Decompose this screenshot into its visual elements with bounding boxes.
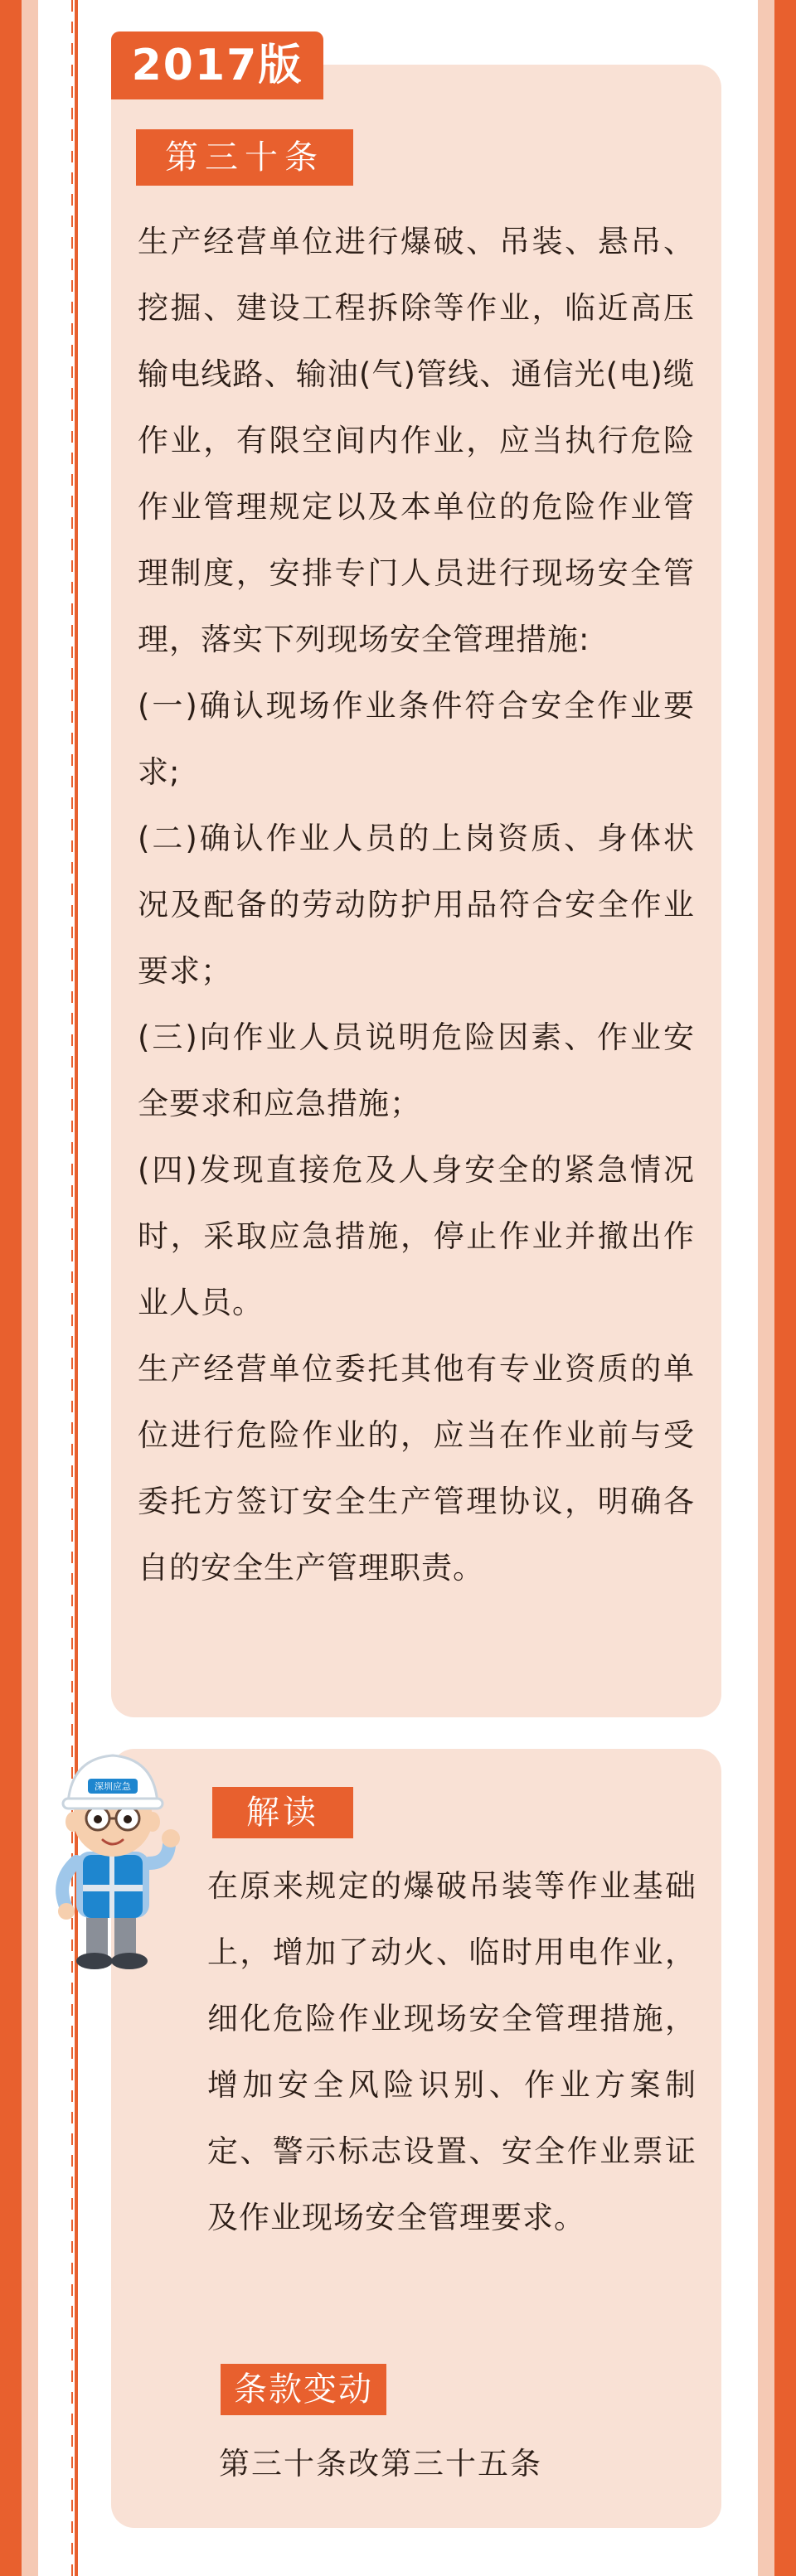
article-paragraph: (三)向作业人员说明危险因素、作业安全要求和应急措施；	[138, 1019, 695, 1121]
article-paragraph: 生产经营单位委托其他有专业资质的单位进行危险作业的，应当在作业前与受委托方签订安全生产管理协议，明确各自的安全生产管理职责。	[138, 1351, 695, 1586]
article-paragraph: 生产经营单位进行爆破、吊装、悬吊、挖掘、建设工程拆除等作业，临近高压输电线路、输油(气)管线、通信光(电)缆作业，有限空间内作业，应当执行危险作业管理规定以及本单位的危险作业管理制度，安排专门人员进行现场安全管理，落实下列现场安全管理措施:	[138, 224, 695, 657]
left-border-pale-stripe	[22, 0, 38, 2576]
right-border-pale-stripe	[758, 0, 774, 2576]
reading-label: 解读	[212, 1787, 353, 1838]
change-label: 条款变动	[221, 2364, 386, 2415]
left-vertical-line	[75, 0, 78, 2576]
article-body	[138, 209, 695, 1601]
article-title: 第三十条	[136, 129, 353, 186]
left-border-stripe	[0, 0, 22, 2576]
left-dashed-line	[71, 0, 73, 2576]
reading-text: 在原来规定的爆破吊装等作业基础上，增加了动火、临时用电作业，细化危险作业现场安全管理措施，增加安全风险识别、作业方案制定、警示标志设置、安全作业票证及作业现场安全管理要求。	[207, 1868, 696, 2235]
change-text: 第三十条改第三十五条	[219, 2446, 542, 2482]
right-border-stripe	[774, 0, 796, 2576]
version-tab: 2017版	[111, 31, 323, 99]
helmet-badge-text: 深圳应急	[95, 1781, 131, 1792]
safety-mascot-illustration	[43, 1739, 184, 1973]
article-paragraph: (二)确认作业人员的上岗资质、身体状况及配备的劳动防护用品符合安全作业要求；	[138, 821, 695, 989]
article-paragraph: (一)确认现场作业条件符合安全作业要求;	[138, 688, 695, 790]
article-paragraph: (四)发现直接危及人身安全的紧急情况时，采取应急措施，停止作业并撤出作业人员。	[138, 1152, 695, 1320]
